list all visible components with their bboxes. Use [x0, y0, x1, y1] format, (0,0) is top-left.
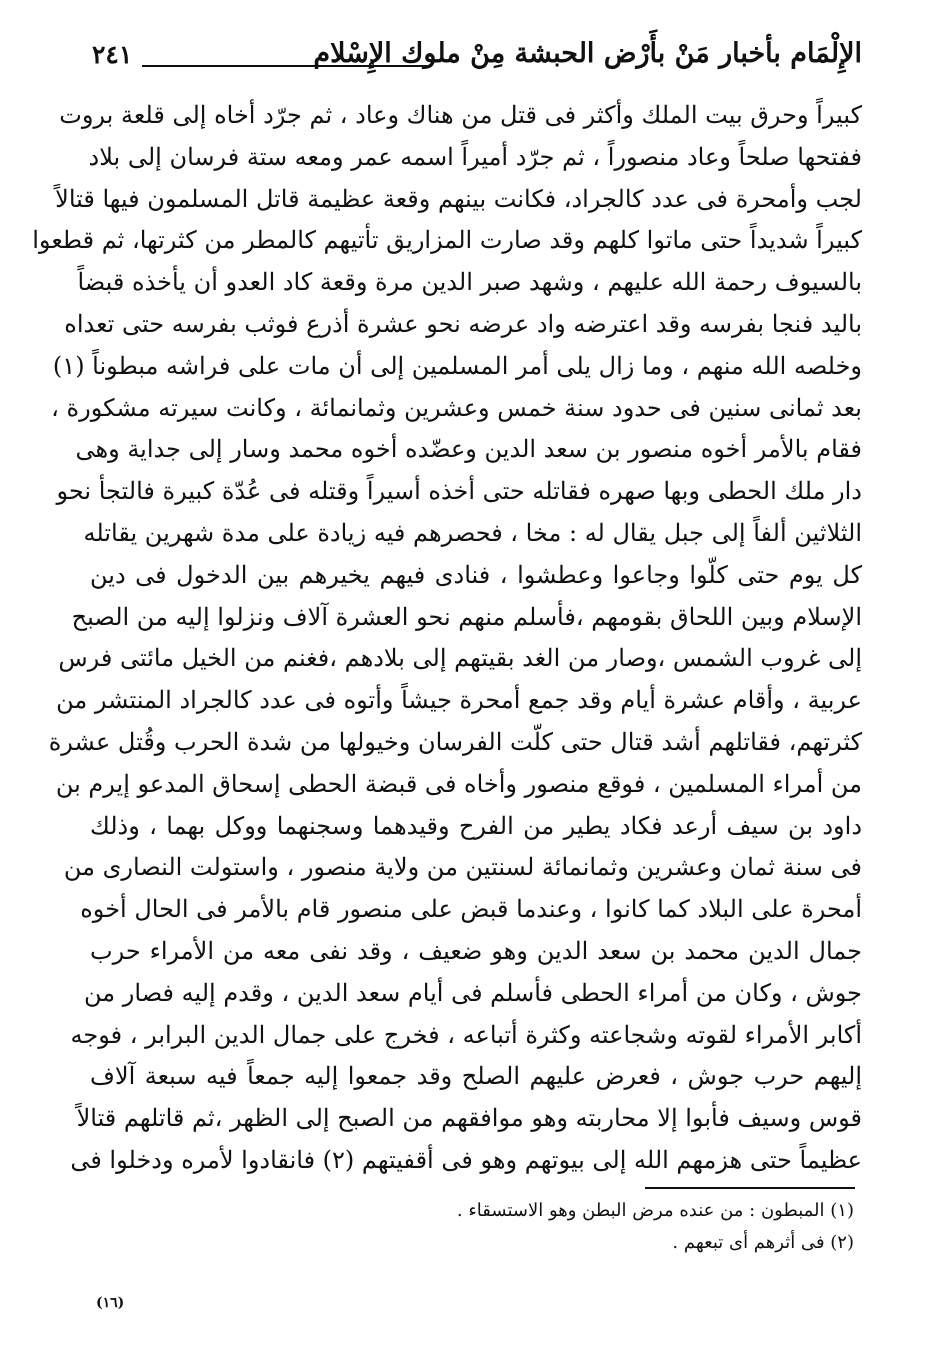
body-line: عربية ، وأقام عشرة أيام وقد جمع أمحرة جيشاً وأتوه فى عدد كالجراد المنتشر من: [56, 686, 862, 715]
body-line: فقام بالأمر أخوه منصور بن سعد الدين وعضّده أخوه محمد وسار إلى جداية وهى: [75, 435, 862, 464]
body-line: بالسيوف رحمة الله عليهم ، وشهد صبر الدين مرة وقعة كاد العدو أن يأخذه قبضاً: [77, 268, 862, 297]
header-rule: [142, 65, 427, 67]
running-title: الإِلْمَام بأخبار مَنْ بأَرْض الحبشة مِنْ ملوك الإِسْلام: [313, 38, 862, 69]
page-header: [92, 38, 862, 86]
body-line: وخلصه الله منهم ، وما زال يلى أمر المسلمين إلى أن مات على فراشه مبطوناً (١): [52, 351, 862, 380]
body-line: عظيماً حتى هزمهم الله إلى بيوتهم وهو فى أقفيتهم (٢) فانقادوا لأمره ودخلوا فى: [70, 1145, 862, 1174]
body-line: كبيراً شديداً حتى ماتوا كلهم وقد صارت المزاريق تأتيهم كالمطر من كثرتها، ثم قطعوا: [32, 226, 862, 255]
body-line: ففتحها صلحاً وعاد منصوراً ، ثم جرّد أميراً اسمه عمر ومعه ستة فرسان إلى بلاد: [88, 142, 862, 171]
body-line: كبيراً وحرق بيت الملك وأكثر فى قتل من هناك وعاد ، ثم جرّد أخاه إلى قلعة بروت: [59, 101, 862, 129]
body-line: أمحرة على البلاد كما كانوا ، وعندما قبض على منصور قام بالأمر فى الحال أخوه: [80, 895, 862, 924]
body-text: [32, 95, 863, 1182]
body-line: من أمراء المسلمين ، فوقع منصور وأخاه فى قبضة الحطى إسحاق المدعو إيرم بن: [55, 769, 862, 798]
body-line: فى سنة ثمان وعشرين وثمانمائة لسنتين من ولاية منصور ، واستولت النصارى من: [63, 853, 862, 882]
footnote-rule: [645, 1187, 855, 1189]
footnote: (٢) فى أثرهم أى تبعهم .: [672, 1232, 854, 1253]
body-line: دار ملك الحطى وبها صهره فقاتله حتى أخذه أسيراً وقتله فى عُدّة كبيرة فالتجأ نحو: [56, 477, 862, 506]
body-line: الإسلام وبين اللحاق بقومهم ،فأسلم منهم نحو العشرة آلاف ونزلوا إليه من الصبح: [71, 602, 862, 631]
body-line: قوس وسيف فأبوا إلا محاربته وهو موافقهم من الصبح إلى الظهر ،ثم قاتلهم قتالاً: [76, 1104, 862, 1133]
body-line: كل يوم حتى كلّوا وجاعوا وعطشوا ، فنادى فيهم يخيرهم بين الدخول فى دين: [90, 560, 862, 589]
body-line: أكابر الأمراء لقوته وشجاعته وكثرة أتباعه ، فخرج على جمال الدين البرابر ، فوجه: [70, 1020, 862, 1049]
body-line: جوش ، وكان من أمراء الحطى فأسلم فى أيام سعد الدين ، وقدم إليه فصار من: [84, 978, 862, 1007]
body-line: إليهم حرب جوش ، فعرض عليهم الصلح وقد جمعوا إليه جمعاً فيه سبعة آلاف: [90, 1062, 862, 1091]
body-line: باليد فنجا بفرسه وقد اعترضه واد عرضه نحو عشرة أذرع فوثب بفرسه حتى تعداه: [64, 309, 862, 338]
footnote: (١) المبطون : من عنده مرض البطن وهو الاستسقاء .: [456, 1200, 854, 1221]
body-line: داود بن سيف أرعد فكاد يطير من الفرح وقيدهما وسجنهما ووكل بهما ، وذلك: [90, 811, 863, 840]
body-line: بعد ثمانى سنين فى حدود سنة خمس وعشرين وثمانمائة ، وكانت سيرته مشكورة ،: [51, 393, 862, 422]
page-number: ٢٤١: [92, 40, 133, 69]
body-line: إلى غروب الشمس ،وصار من الغد بقيتهم إلى بلادهم ،فغنم من الخيل مائتى فرس: [58, 644, 862, 673]
body-line: لجب وأمحرة فى عدد كالجراد، فكانت بينهم وقعة عظيمة قاتل المسلمون فيها قتالاً: [55, 184, 862, 213]
body-line: كثرتهم، فقاتلهم أشد قتال حتى كلّت الفرسان وخيولها من شدة الحرب وقُتل عشرة: [48, 727, 862, 756]
body-line: الثلاثين ألفاً إلى جبل يقال له : مخا ، فحصرهم فيه زيادة على مدة شهرين يقاتله: [83, 518, 862, 547]
body-line: جمال الدين محمد بن سعد الدين وهو ضعيف ، وقد نفى معه من الأمراء حرب: [90, 936, 863, 965]
signature-mark: (١٦): [96, 1295, 125, 1311]
footnotes: [354, 1195, 854, 1259]
